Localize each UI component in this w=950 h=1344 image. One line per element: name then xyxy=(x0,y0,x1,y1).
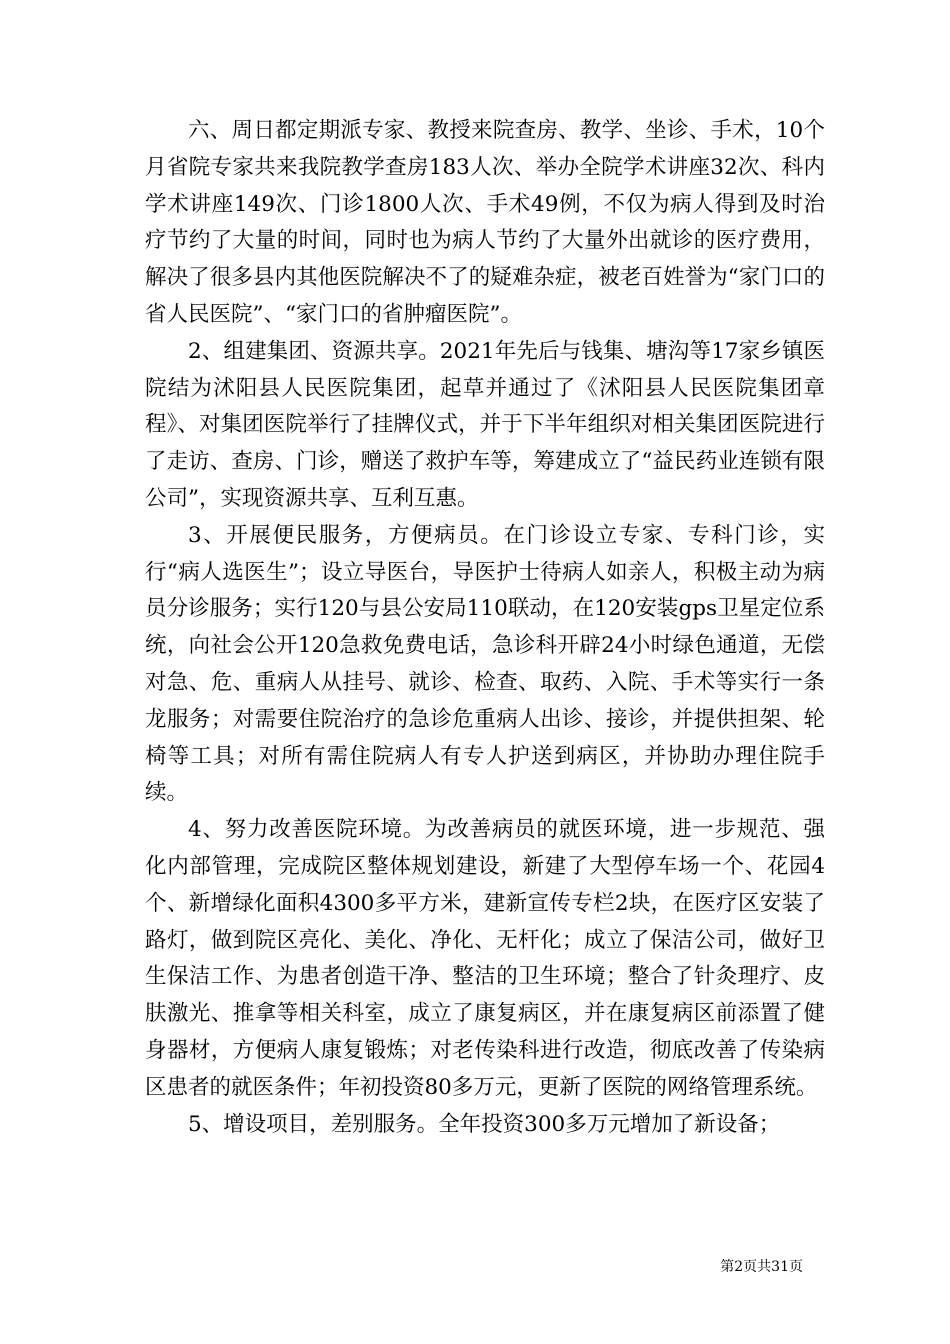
body-text xyxy=(145,113,825,1143)
paragraph-2: 2、组建集团、资源共享。2021年先后与钱集、塘沟等17家乡镇医院结为沭阳县人民医院集团，起草并通过了《沭阳县人民医院集团章程》、对集团医院举行了挂牌仪式，并于下半年组织对相关集团医院进行了走访、查房、门诊，赠送了救护车等，筹建成立了“益民药业连锁有限公司”，实现资源共享、互利互惠。 xyxy=(145,338,825,511)
paragraph-5: 5、增设项目，差别服务。全年投资300多万元增加了新设备； xyxy=(188,1111,781,1137)
paragraph-1: 六、周日都定期派专家、教授来院查房、教学、坐诊、手术，10个月省院专家共来我院教学查房183人次、举办全院学术讲座32次、科内学术讲座149次、门诊1800人次、手术49例，不仅为病人得到及时治疗节约了大量的时间，同时也为病人节约了大量外出就诊的医疗费用，解决了很多县内其他医院解决不了的疑难杂症，被老百姓誉为“家门口的省人民医院”、“家门口的省肿瘤医院”。 xyxy=(145,118,825,327)
page-number: 第2页共31页 xyxy=(720,1259,803,1275)
paragraph-4: 4、努力改善医院环境。为改善病员的就医环境，进一步规范、强化内部管理，完成院区整体规划建设，新建了大型停车场一个、花园4个、新增绿化面积4300多平方米，建新宣传专栏2块，在医疗区安装了路灯，做到院区亮化、美化、净化、无杆化；成立了保洁公司，做好卫生保洁工作、为患者创造干净、整洁的卫生环境；整合了针灸理疗、皮肤激光、推拿等相关科室，成立了康复病区，并在康复病区前添置了健身器材，方便病人康复锻炼；对老传染科进行改造，彻底改善了传染病区患者的就医条件；年初投资80多万元，更新了医院的网络管理系统。 xyxy=(145,817,825,1100)
paragraph-3: 3、开展便民服务，方便病员。在门诊设立专家、专科门诊，实行“病人选医生”；设立导医台，导医护士待病人如亲人，积极主动为病员分诊服务；实行120与县公安局110联动，在120安装gps卫星定位系统，向社会公开120急救免费电话，急诊科开辟24小时绿色通道，无偿对急、危、重病人从挂号、就诊、检查、取药、入院、手术等实行一条龙服务；对需要住院治疗的急诊危重病人出诊、接诊，并提供担架、轮椅等工具；对所有需住院病人有专人护送到病区，并协助办理住院手续。 xyxy=(145,522,825,806)
